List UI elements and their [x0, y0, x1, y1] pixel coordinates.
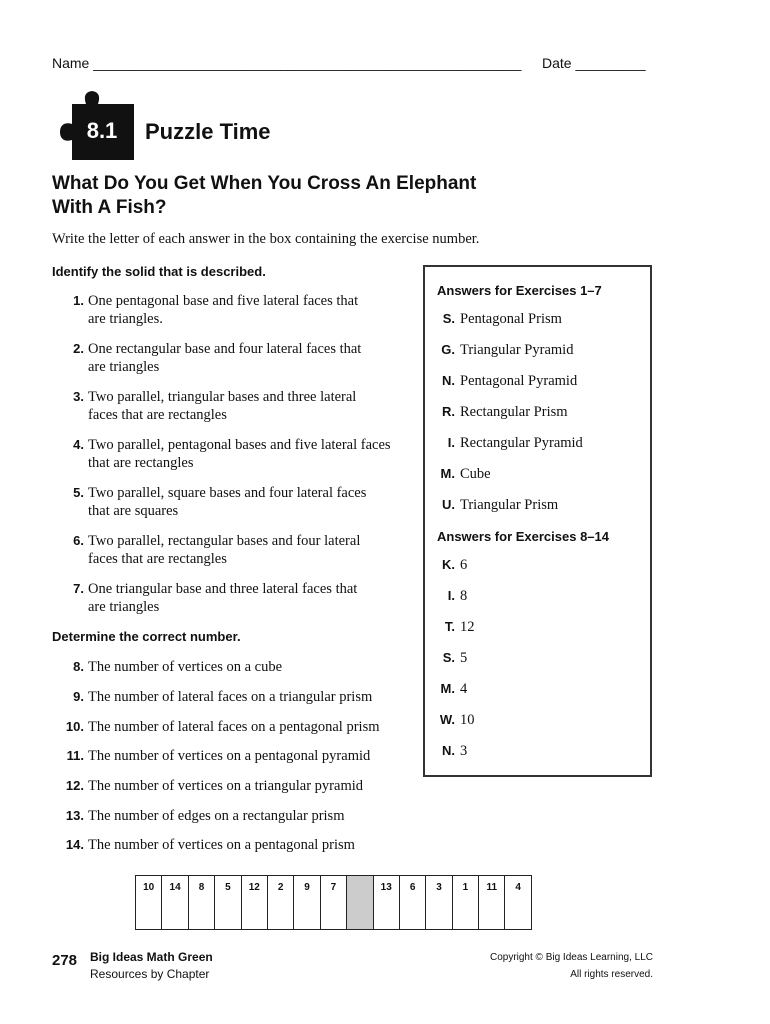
exercise-text: Two parallel, triangular bases and three lateral: [88, 389, 357, 405]
exercise-text: The number of lateral faces on a pentagonal prism: [88, 719, 380, 735]
answer-text: 6: [460, 557, 468, 573]
lesson-title: Puzzle Time: [145, 119, 271, 144]
answer-cell[interactable]: 12: [241, 876, 267, 930]
exercise-text-cont: faces that are rectangles: [88, 407, 227, 423]
answer-cell[interactable]: 8: [188, 876, 214, 930]
name-field-label: Name _______________________________________________________: [52, 55, 522, 71]
exercise-item: [60, 484, 415, 520]
exercise-item: [60, 340, 415, 376]
answer-cell[interactable]: 1: [452, 876, 478, 930]
exercise-text: The number of vertices on a triangular pyramid: [88, 778, 363, 794]
section-heading-identify: Identify the solid that is described.: [52, 264, 266, 279]
exercise-number: 5.: [73, 485, 84, 500]
exercise-text: The number of vertices on a pentagonal prism: [88, 837, 355, 853]
answer-text: 10: [460, 712, 475, 728]
answer-cell[interactable]: 2: [267, 876, 293, 930]
answer-letter: S.: [442, 311, 455, 326]
exercise-item: [60, 836, 415, 854]
answer-letter: U.: [442, 497, 455, 512]
answer-bank-heading-1-7: Answers for Exercises 1–7: [437, 283, 602, 298]
answer-option: [433, 681, 467, 698]
answer-text: 4: [460, 681, 468, 697]
exercise-text-cont: are triangles: [88, 359, 160, 375]
answer-text: 3: [460, 743, 468, 759]
exercise-number: 3.: [73, 389, 84, 404]
answer-option: [433, 342, 573, 359]
exercise-text: The number of vertices on a pentagonal pyramid: [88, 748, 371, 764]
exercise-text-cont: that are squares: [88, 503, 179, 519]
answer-letter: R.: [442, 404, 455, 419]
answer-letter: K.: [442, 557, 455, 572]
exercise-number: 7.: [73, 581, 84, 596]
instructions: Write the letter of each answer in the box containing the exercise number.: [52, 231, 480, 247]
answer-letter: M.: [440, 681, 455, 696]
answer-cell[interactable]: 9: [294, 876, 320, 930]
exercise-item: [60, 688, 415, 706]
exercise-text: The number of edges on a rectangular prism: [88, 808, 345, 824]
answer-text: 8: [460, 588, 468, 604]
answer-option: [433, 557, 467, 574]
lesson-number: 8.1: [86, 118, 118, 143]
answer-text: Rectangular Pyramid: [460, 435, 583, 451]
answer-option: [433, 497, 558, 514]
answer-option: [433, 588, 467, 605]
answer-cell[interactable]: 10: [136, 876, 162, 930]
exercise-text: Two parallel, pentagonal bases and five lateral faces: [88, 437, 391, 453]
answer-option: [433, 712, 475, 729]
answer-text: 5: [460, 650, 468, 666]
answer-option: [433, 311, 562, 328]
exercise-item: [60, 292, 415, 328]
exercise-item: [60, 747, 415, 765]
answer-cell[interactable]: 14: [162, 876, 188, 930]
exercise-number: 13.: [65, 808, 84, 823]
answer-cell[interactable]: 3: [426, 876, 452, 930]
date-field-label: Date _________: [542, 55, 646, 71]
answer-option: [433, 404, 568, 421]
answer-option: [433, 619, 475, 636]
exercise-item: [60, 532, 415, 568]
answer-text: 12: [460, 619, 475, 635]
answer-text: Cube: [460, 466, 491, 482]
exercise-number: 10.: [65, 719, 84, 734]
answer-text: Triangular Prism: [460, 497, 559, 513]
answer-text: Pentagonal Pyramid: [460, 373, 578, 389]
answer-letter: I.: [447, 588, 455, 603]
answer-option: [433, 650, 467, 667]
exercise-text: One triangular base and three lateral faces that: [88, 581, 358, 597]
exercise-text-cont: faces that are rectangles: [88, 551, 227, 567]
exercise-item: [60, 718, 415, 736]
exercise-text: The number of lateral faces on a triangular prism: [88, 689, 373, 705]
answer-letter: T.: [444, 619, 455, 634]
exercise-text-cont: that are rectangles: [88, 455, 194, 471]
book-subtitle: Resources by Chapter: [90, 967, 210, 981]
exercise-text-cont: are triangles: [88, 599, 160, 615]
answer-cell[interactable]: 4: [505, 876, 531, 930]
section-heading-determine: Determine the correct number.: [52, 629, 241, 644]
answer-cell[interactable]: 13: [373, 876, 399, 930]
answer-option: [433, 466, 491, 483]
puzzle-question-line1: What Do You Get When You Cross An Elephant: [52, 173, 477, 194]
answer-option: [433, 743, 467, 760]
answer-letter: I.: [447, 435, 455, 450]
exercise-text: One rectangular base and four lateral faces that: [88, 341, 362, 357]
answer-option: [433, 373, 577, 390]
exercise-item: [60, 436, 415, 472]
answer-option: [433, 435, 583, 452]
answer-grid: [135, 875, 532, 930]
answer-cell[interactable]: 11: [479, 876, 505, 930]
page-number: 278: [52, 952, 78, 969]
answer-cell[interactable]: 6: [399, 876, 425, 930]
answer-letter: M.: [440, 466, 455, 481]
rights-reserved: All rights reserved.: [570, 969, 653, 980]
exercise-number: 9.: [73, 689, 84, 704]
answer-text: Triangular Pyramid: [460, 342, 574, 358]
answer-letter: G.: [441, 342, 455, 357]
exercise-text-cont: are triangles.: [88, 311, 163, 327]
answer-text: Rectangular Prism: [460, 404, 568, 420]
puzzle-question-line2: With A Fish?: [52, 197, 167, 218]
exercise-item: [60, 807, 415, 825]
exercise-number: 4.: [73, 437, 84, 452]
answer-letter: N.: [442, 373, 455, 388]
copyright: Copyright © Big Ideas Learning, LLC: [489, 952, 653, 963]
puzzle-question: [52, 172, 572, 220]
answer-text: Pentagonal Prism: [460, 311, 562, 327]
exercise-number: 1.: [73, 293, 84, 308]
exercise-number: 2.: [73, 341, 84, 356]
exercise-number: 12.: [65, 778, 84, 793]
exercise-number: 6.: [73, 533, 84, 548]
book-title: Big Ideas Math Green: [90, 950, 213, 964]
answer-letter: N.: [442, 743, 455, 758]
exercise-text: Two parallel, rectangular bases and four lateral: [88, 533, 361, 549]
blank-space-cell: [347, 876, 373, 930]
exercise-text: The number of vertices on a cube: [88, 659, 283, 675]
exercise-item: [60, 388, 415, 424]
answer-cell[interactable]: 5: [215, 876, 241, 930]
exercise-item: [60, 580, 415, 616]
answer-cell[interactable]: 7: [320, 876, 346, 930]
exercise-item: [60, 777, 415, 795]
answer-letter: W.: [439, 712, 455, 727]
answer-bank: [423, 265, 652, 777]
exercise-number: 11.: [66, 748, 84, 763]
exercise-number: 14.: [65, 837, 84, 852]
exercise-text: Two parallel, square bases and four lateral faces: [88, 485, 367, 501]
exercise-number: 8.: [73, 659, 84, 674]
answer-bank-heading-8-14: Answers for Exercises 8–14: [437, 529, 609, 544]
exercise-item: [60, 658, 415, 676]
exercise-text: One pentagonal base and five lateral faces that: [88, 293, 359, 309]
answer-letter: S.: [442, 650, 455, 665]
